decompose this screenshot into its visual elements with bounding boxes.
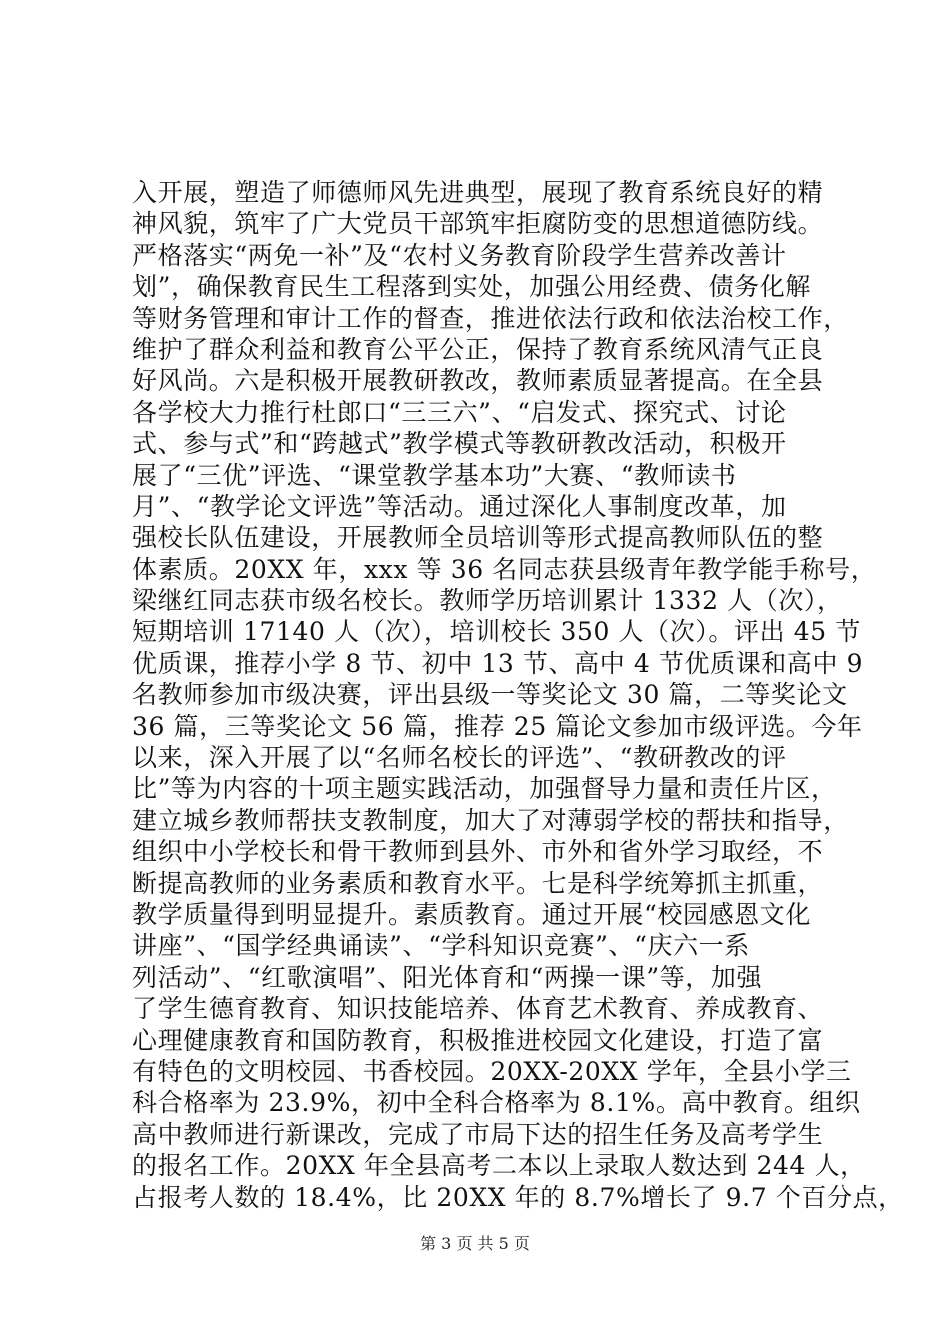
- text-line: 教学质量得到明显提升。素质教育。通过开展“校园感恩文化: [132, 899, 811, 929]
- text-line: 高中教师进行新课改，完成了市局下达的招生任务及高考学生: [132, 1119, 824, 1149]
- text-line: 占报考人数的 18.4%，比 20XX 年的 8.7%增长了 9.7 个百分点，: [132, 1182, 904, 1212]
- text-line: 断提高教师的业务素质和教育水平。七是科学统筹抓主抓重，: [132, 868, 824, 898]
- text-line: 神风貌，筑牢了广大党员干部筑牢拒腐防变的思想道德防线。: [132, 209, 824, 239]
- body-text: [132, 177, 904, 1213]
- text-line: 式、参与式”和“跨越式”教学模式等教研教改活动，积极开: [132, 429, 787, 459]
- text-line: 建立城乡教师帮扶支教制度，加大了对薄弱学校的帮扶和指导，: [132, 805, 849, 835]
- text-line: 入开展，塑造了师德师风先进典型，展现了教育系统良好的精: [132, 178, 824, 207]
- text-line: 严格落实“两免一补”及“农村义务教育阶段学生营养改善计: [132, 240, 787, 270]
- text-line: 以来，深入开展了以“名师名校长的评选”、“教研教改的评: [132, 743, 787, 773]
- text-line: 了学生德育教育、知识技能培养、体育艺术教育、养成教育、: [132, 994, 824, 1024]
- text-line: 有特色的文明校园、书香校园。20XX-20XX 学年，全县小学三: [132, 1056, 852, 1086]
- text-line: 等财务管理和审计工作的督查，推进依法行政和依法治校工作，: [132, 303, 849, 333]
- text-line: 好风尚。六是积极开展教研教改，教师素质显著提高。在全县: [132, 366, 824, 396]
- text-line: 划”，确保教育民生工程落到实处，加强公用经费、债务化解: [132, 272, 811, 302]
- text-line: 维护了群众利益和教育公平公正，保持了教育系统风清气正良: [132, 334, 824, 364]
- text-line: 名教师参加市级决赛，评出县级一等奖论文 30 篇，二等奖论文: [132, 680, 848, 710]
- text-line: 组织中小学校长和骨干教师到县外、市外和省外学习取经，不: [132, 837, 824, 867]
- text-line: 的报名工作。20XX 年全县高考二本以上录取人数达到 244 人，: [132, 1151, 866, 1181]
- text-line: 比”等为内容的十项主题实践活动，加强督导力量和责任片区，: [132, 774, 837, 804]
- text-line: 优质课，推荐小学 8 节、初中 13 节、高中 4 节优质课和高中 9: [132, 648, 864, 678]
- text-line: 列活动”、“红歌演唱”、阳光体育和“两操一课”等，加强: [132, 962, 763, 992]
- text-line: 月”、“教学论文评选”等活动。通过深化人事制度改革，加: [132, 491, 787, 521]
- text-line: 讲座”、“国学经典诵读”、“学科知识竞赛”、“庆六一系: [132, 931, 750, 961]
- text-line: 强校长队伍建设，开展教师全员培训等形式提高教师队伍的整: [132, 523, 824, 553]
- text-line: 体素质。20XX 年，xxx 等 36 名同志获县级青年教学能手称号，: [132, 554, 877, 584]
- text-line: 36 篇，三等奖论文 56 篇，推荐 25 篇论文参加市级评选。今年: [132, 711, 863, 741]
- page-number-footer: 第 3 页 共 5 页: [420, 1234, 530, 1253]
- text-line: 心理健康教育和国防教育，积极推进校园文化建设，打造了富: [132, 1025, 824, 1055]
- text-line: 展了“三优”评选、“课堂教学基本功”大赛、“教师读书: [132, 460, 737, 490]
- text-line: 科合格率为 23.9%，初中全科合格率为 8.1%。高中教育。组织: [132, 1088, 861, 1118]
- text-line: 梁继红同志获市级名校长。教师学历培训累计 1332 人（次），: [132, 586, 843, 616]
- text-line: 各学校大力推行杜郎口“三三六”、“启发式、探究式、讨论: [132, 397, 787, 427]
- text-line: 短期培训 17140 人（次），培训校长 350 人（次）。评出 45 节: [132, 617, 861, 647]
